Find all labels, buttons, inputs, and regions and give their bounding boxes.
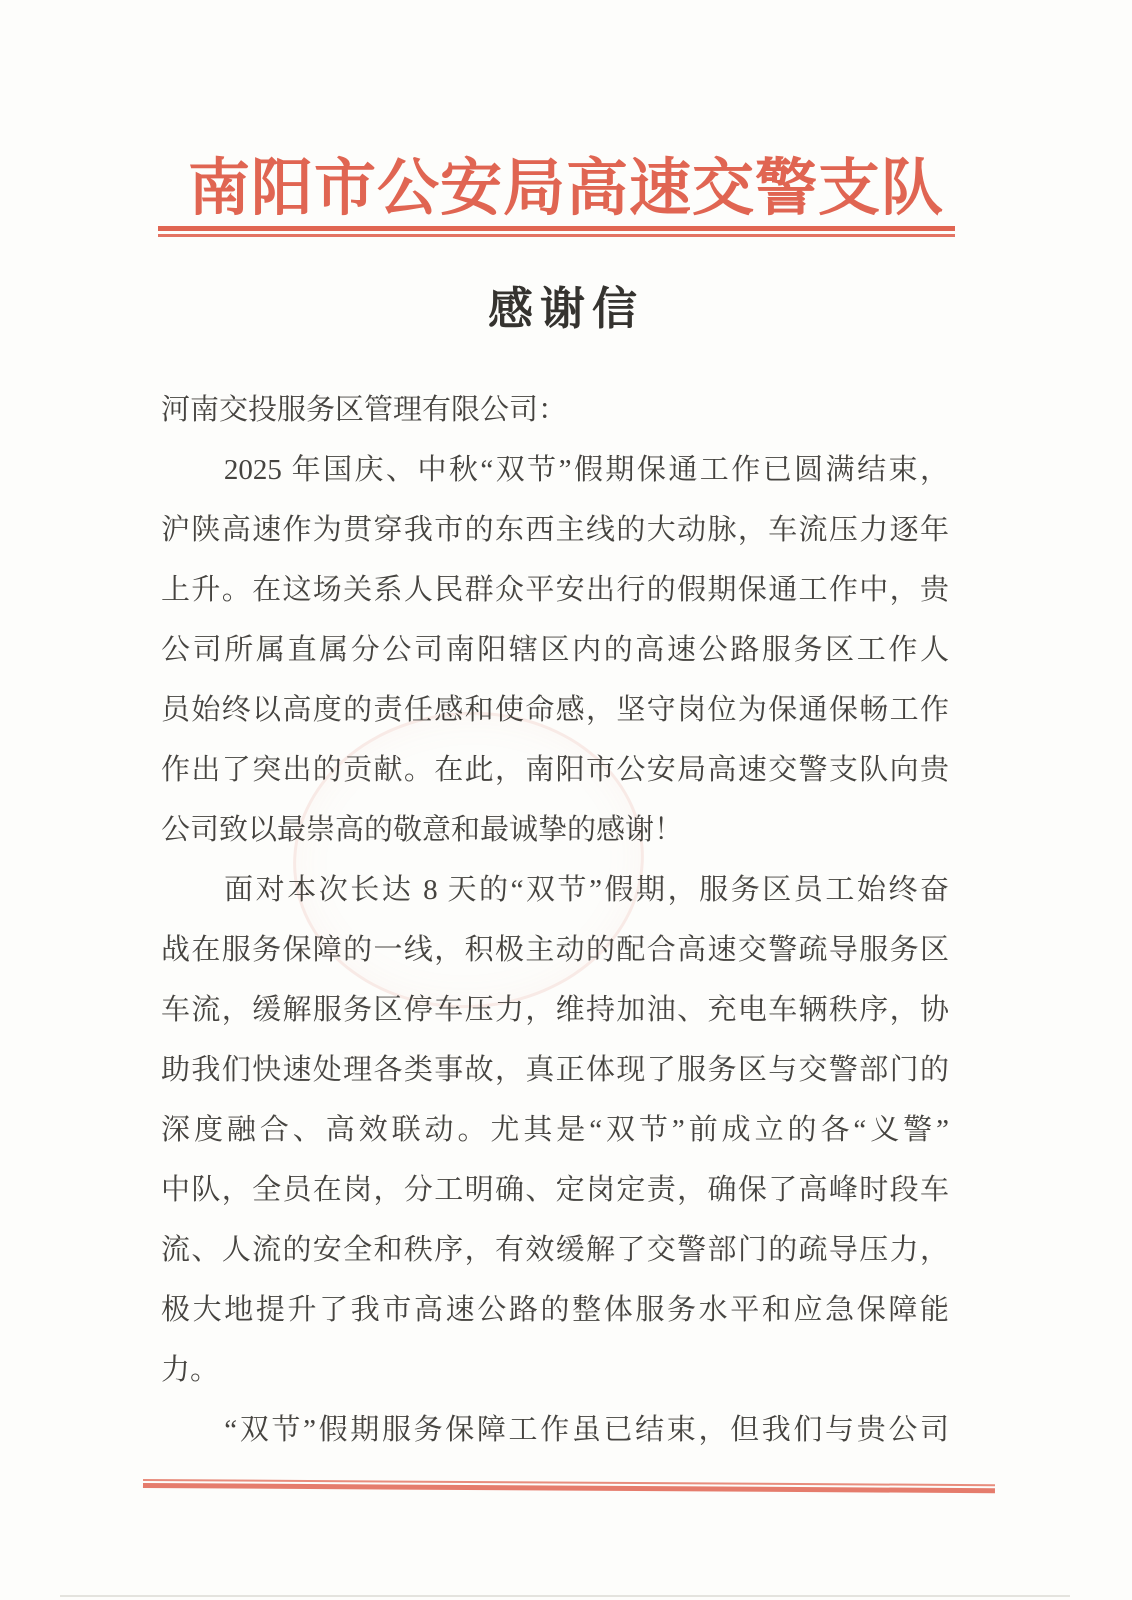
body-line: 极大地提升了我市高速公路的整体服务水平和应急保障能: [161, 1294, 949, 1326]
letterhead-divider-thin-rule: [158, 234, 955, 237]
letter-body: [161, 380, 949, 1460]
scan-edge-artifact: [60, 1595, 1070, 1597]
body-line: 上升。在这场关系人民群众平安出行的假期保通工作中，贵: [161, 574, 949, 606]
body-line: 流、人流的安全和秩序，有效缓解了交警部门的疏导压力，: [161, 1234, 949, 1266]
letterhead-divider: [158, 226, 955, 237]
body-line: 2025 年国庆、中秋“双节”假期保通工作已圆满结束，: [161, 454, 949, 486]
body-line: 战在服务保障的一线，积极主动的配合高速交警疏导服务区: [161, 934, 949, 966]
body-line: 作出了突出的贡献。在此，南阳市公安局高速交警支队向贵: [161, 754, 949, 786]
body-line: 力。: [161, 1354, 220, 1386]
letterhead-org-name: 南阳市公安局高速交警支队: [187, 155, 944, 223]
body-line: “双节”假期服务保障工作虽已结束，但我们与贵公司: [161, 1414, 949, 1446]
body-line: 沪陕高速作为贯穿我市的东西主线的大动脉，车流压力逐年: [161, 514, 949, 546]
letter-title: 感谢信: [487, 284, 644, 334]
body-line: 公司致以最崇高的敬意和最诚挚的感谢！: [161, 814, 684, 846]
body-line: 面对本次长达 8 天的“双节”假期，服务区员工始终奋: [161, 874, 949, 906]
body-line: 中队，全员在岗，分工明确、定岗定责，确保了高峰时段车: [161, 1174, 949, 1206]
body-line: 员始终以高度的责任感和使命感，坚守岗位为保通保畅工作: [161, 694, 949, 726]
body-line: 深度融合、高效联动。尤其是“双节”前成立的各“义警”: [161, 1114, 949, 1146]
footer-divider: [143, 1479, 995, 1493]
body-line: 河南交投服务区管理有限公司：: [161, 394, 568, 426]
body-line: 助我们快速处理各类事故，真正体现了服务区与交警部门的: [161, 1054, 949, 1086]
body-line: 车流，缓解服务区停车压力，维持加油、充电车辆秩序，协: [161, 994, 949, 1026]
body-line: 公司所属直属分公司南阳辖区内的高速公路服务区工作人: [161, 634, 949, 666]
